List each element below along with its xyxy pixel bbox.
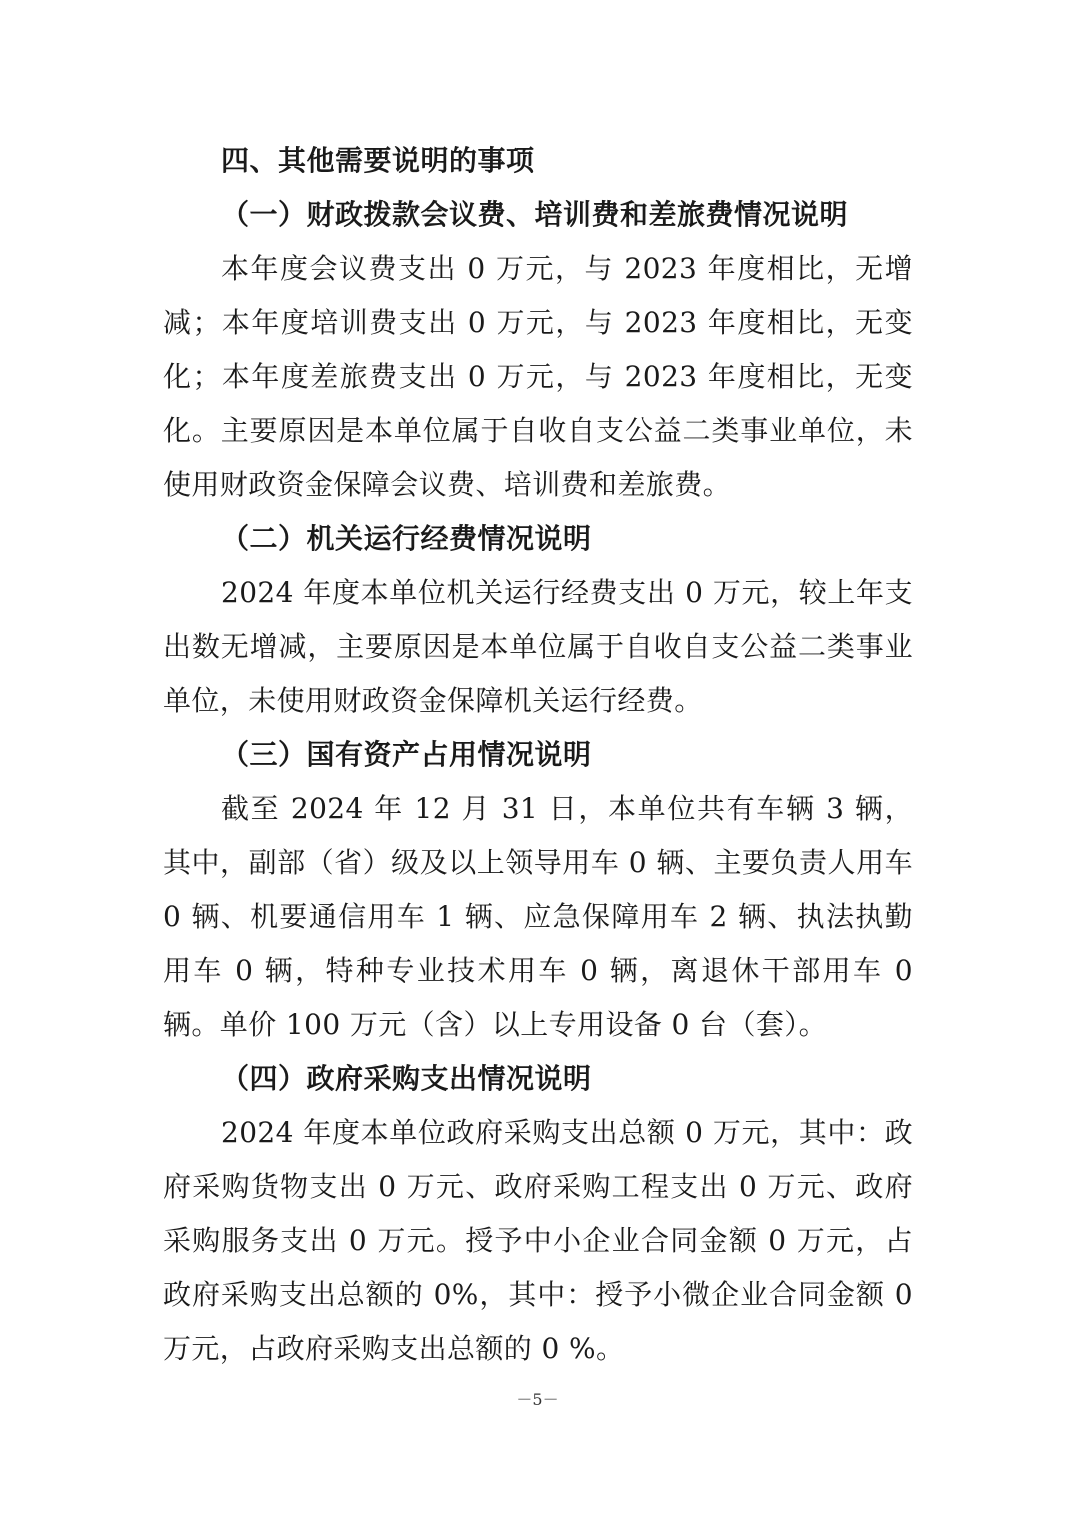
section-title: 四、其他需要说明的事项 xyxy=(221,144,535,177)
subsection-heading-1: （一）财政拨款会议费、培训费和差旅费情况说明 xyxy=(221,198,849,231)
subsection-heading-2: （二）机关运行经费情况说明 xyxy=(221,522,592,555)
subsection-paragraph-4: 2024 年度本单位政府采购支出总额 0 万元，其中：政府采购货物支出 0 万元、政府采购工程支出 0 万元、政府采购服务支出 0 万元。授予中小企业合同金额 0 万元，占政府采购支出总额的 0%，其中：授予小微企业合同金额 0 万元，占政府采购支出总额的 0 %。 xyxy=(163,1116,913,1365)
subsection-heading-3: （三）国有资产占用情况说明 xyxy=(221,738,592,771)
subsection-heading-4: （四）政府采购支出情况说明 xyxy=(221,1062,592,1095)
subsection-paragraph-2: 2024 年度本单位机关运行经费支出 0 万元，较上年支出数无增减，主要原因是本单位属于自收自支公益二类事业单位，未使用财政资金保障机关运行经费。 xyxy=(163,576,913,717)
page-number: －5－ xyxy=(516,1390,559,1409)
document-body xyxy=(163,134,913,1376)
subsection-paragraph-3: 截至 2024 年 12 月 31 日，本单位共有车辆 3 辆，其中，副部（省）级及以上领导用车 0 辆、主要负责人用车 0 辆、机要通信用车 1 辆、应急保障用车 2 辆、执法执勤用车 0 辆，特种专业技术用车 0 辆，离退休干部用车 0 辆。单价 100 万元（含）以上专用设备 0 台（套）。 xyxy=(163,792,913,1041)
subsection-paragraph-1: 本年度会议费支出 0 万元，与 2023 年度相比，无增减；本年度培训费支出 0 万元，与 2023 年度相比，无变化；本年度差旅费支出 0 万元，与 2023 年度相比，无变化。主要原因是本单位属于自收自支公益二类事业单位，未使用财政资金保障会议费、培训费和差旅费。 xyxy=(163,252,913,501)
